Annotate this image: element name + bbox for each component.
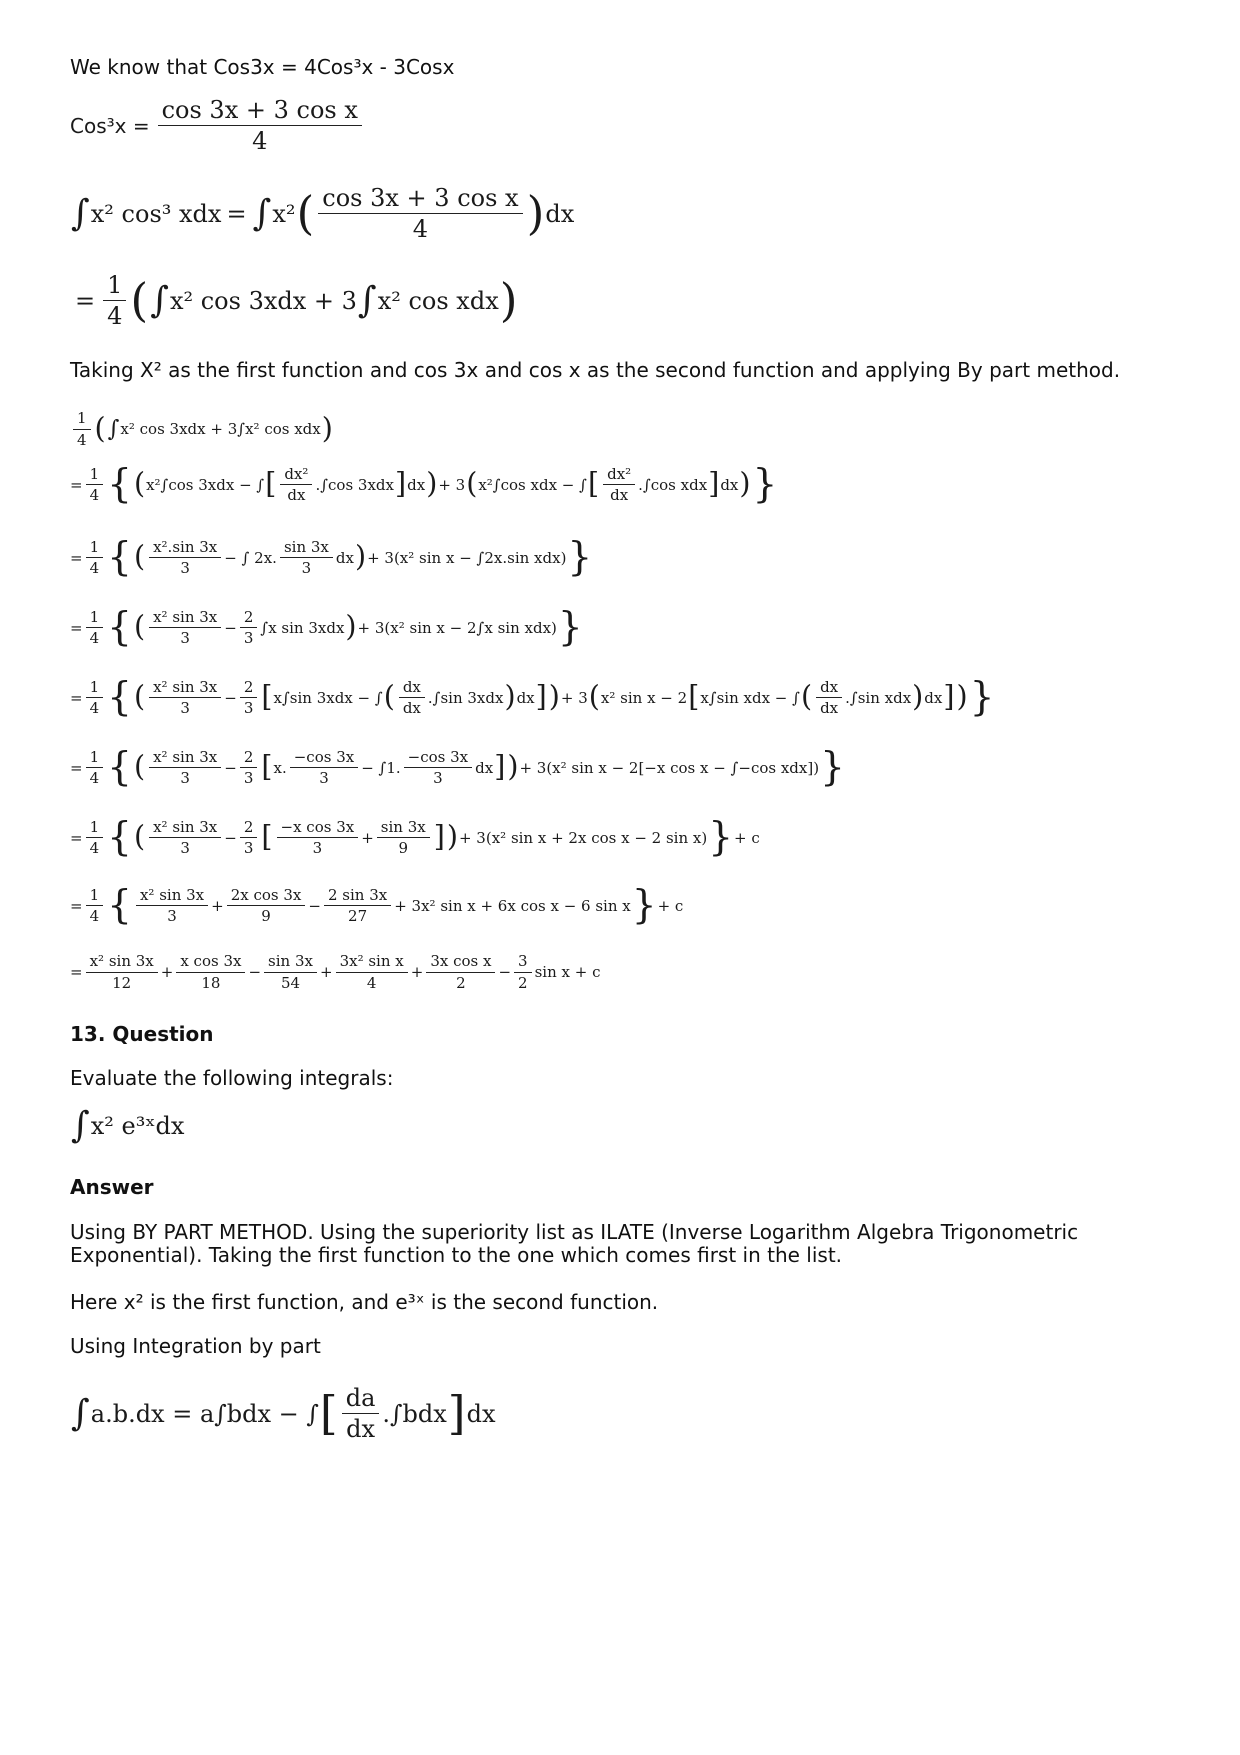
by-parts-formula: ∫ a.b.dx = a∫bdx − ∫ [ $\frac{da}{dx}$ .∫bdx ] dx — [71, 1384, 496, 1444]
step-5: = $\frac{1}{4}$ { ( $\frac{\text{x² sin 3x}}{3}$ − $\frac{2}{3}$ [ x∫sin 3xdx − ∫ ( $\frac{dx}{dx}$ .∫sin 3xdx ) dx ] ) + 3 ( x² sin x − 2 [ x∫sin xdx − ∫ ( $\frac{dx}{dx}$ .∫sin xdx ) dx ] ) } — [70, 675, 995, 720]
step-4: = $\frac{1}{4}$ { ( $\frac{\text{x² sin 3x}}{3}$ − $\frac{2}{3}$ ∫x sin 3xdx ) + 3(x² sin x − 2∫x sin xdx) } — [70, 605, 583, 650]
answer-heading: Answer — [70, 1175, 154, 1199]
step-9-final: = $\frac{\text{x² sin 3x}}{12}$ + $\frac{\text{x cos 3x}}{18}$ − $\frac{\sin 3x}{54}$ + $\frac{\text{3x² sin x}}{4}$ + $\frac{\text{3x cos x}}{2}$ − $\frac{3}{2}$ sin x + c — [70, 952, 601, 992]
answer-paragraph-1a: Using BY PART METHOD. Using the superiority list as ILATE (Inverse Logarithm Algebra Trigonometric — [70, 1220, 1079, 1244]
cos-cubed-formula — [70, 97, 365, 155]
step-1-body: x² cos 3xdx + 3∫x² cos xdx — [120, 420, 321, 438]
answer-paragraph-2: Here x² is the first function, and e³ˣ is the second function. — [70, 1290, 659, 1314]
differential: dx — [545, 199, 575, 228]
question-heading: 13. Question — [70, 1022, 214, 1046]
step-7: = $\frac{1}{4}$ { ( $\frac{\text{x² sin 3x}}{3}$ − $\frac{2}{3}$ [ $\frac{\text{−x cos 3x}}{3}$ + $\frac{\sin 3x}{9}$ ] ) + 3(x² sin x + 2x cos x − 2 sin x) } + c — [70, 815, 760, 860]
fraction-denominator: 4 — [107, 302, 123, 331]
fraction-numerator: cos 3x + 3 cos x — [318, 185, 522, 214]
integral-lhs: x² cos³ xdx — [90, 199, 222, 228]
taking-explanation: Taking X² as the first function and cos 3x and cos x as the second function and applying By part method. — [70, 358, 1121, 382]
answer-paragraph-1b: Exponential). Taking the first function to the one which comes first in the list. — [70, 1243, 843, 1267]
identity-line: We know that Cos3x = 4Cos³x - 3Cosx — [70, 55, 455, 79]
cos-cubed-lhs: Cos³x = — [70, 113, 150, 138]
fraction-numerator: cos 3x + 3 cos x — [158, 97, 362, 126]
question-integral: ∫ x² e³ˣdx — [71, 1105, 185, 1146]
split-term-2: x² cos xdx — [377, 286, 499, 315]
step-1: $\frac{1}{4}$ ( ∫ x² cos 3xdx + 3∫x² cos xdx ) — [70, 410, 334, 448]
step-8: = $\frac{1}{4}$ { $\frac{\text{x² sin 3x}}{3}$ + $\frac{\text{2x cos 3x}}{9}$ − $\frac{2 \sin 3x}{27}$ + 3x² sin x + 6x cos x − 6 sin x } + c — [70, 883, 684, 928]
integral-split: = $\frac{1}{4}$ ( ∫ x² cos 3xdx + 3 ∫ x² cos xdx ) — [75, 271, 518, 331]
fraction-denominator: 4 — [412, 215, 429, 244]
fraction-numerator: 1 — [103, 272, 126, 301]
answer-paragraph-3: Using Integration by part — [70, 1334, 321, 1358]
integral-x2: x² — [272, 199, 296, 228]
step-2: = $\frac{1}{4}$ { ( x²∫cos 3xdx − ∫ [ $\frac{\text{dx²}}{dx}$ .∫cos 3xdx ] dx ) + 3 ( x²∫cos xdx − ∫ [ $\frac{\text{dx²}}{dx}$ .∫cos xdx ] dx ) } — [70, 462, 778, 507]
step-2-term: x²∫cos 3xdx − ∫ — [146, 475, 265, 494]
question-integrand: x² e³ˣdx — [90, 1112, 185, 1140]
question-text: Evaluate the following integrals: — [70, 1066, 394, 1090]
cos-cubed-fraction — [158, 97, 362, 155]
step-3: = $\frac{1}{4}$ { ( $\frac{\text{x².sin 3x}}{3}$ − ∫ 2x. $\frac{\sin 3x}{3}$ dx ) + 3(x² sin x − ∫2x.sin xdx) } — [70, 535, 593, 580]
split-term-1: x² cos 3xdx + 3 — [169, 286, 357, 315]
integral-substitution: ∫ x² cos³ xdx = ∫ x² ( $\frac{\text{cos 3x + 3 cos x}}{4}$ ) dx — [71, 184, 575, 244]
step-6: = $\frac{1}{4}$ { ( $\frac{\text{x² sin 3x}}{3}$ − $\frac{2}{3}$ [ x. $\frac{-\cos 3x}{3}$ − ∫1. $\frac{-\cos 3x}{3}$ dx ] ) + 3(x² sin x − 2[−x cos x − ∫−cos xdx]) } — [70, 745, 845, 790]
fraction-denominator: 4 — [252, 127, 268, 156]
integral-fraction — [318, 185, 522, 243]
formula-lhs: a.b.dx = a∫bdx − ∫ — [90, 1399, 319, 1428]
